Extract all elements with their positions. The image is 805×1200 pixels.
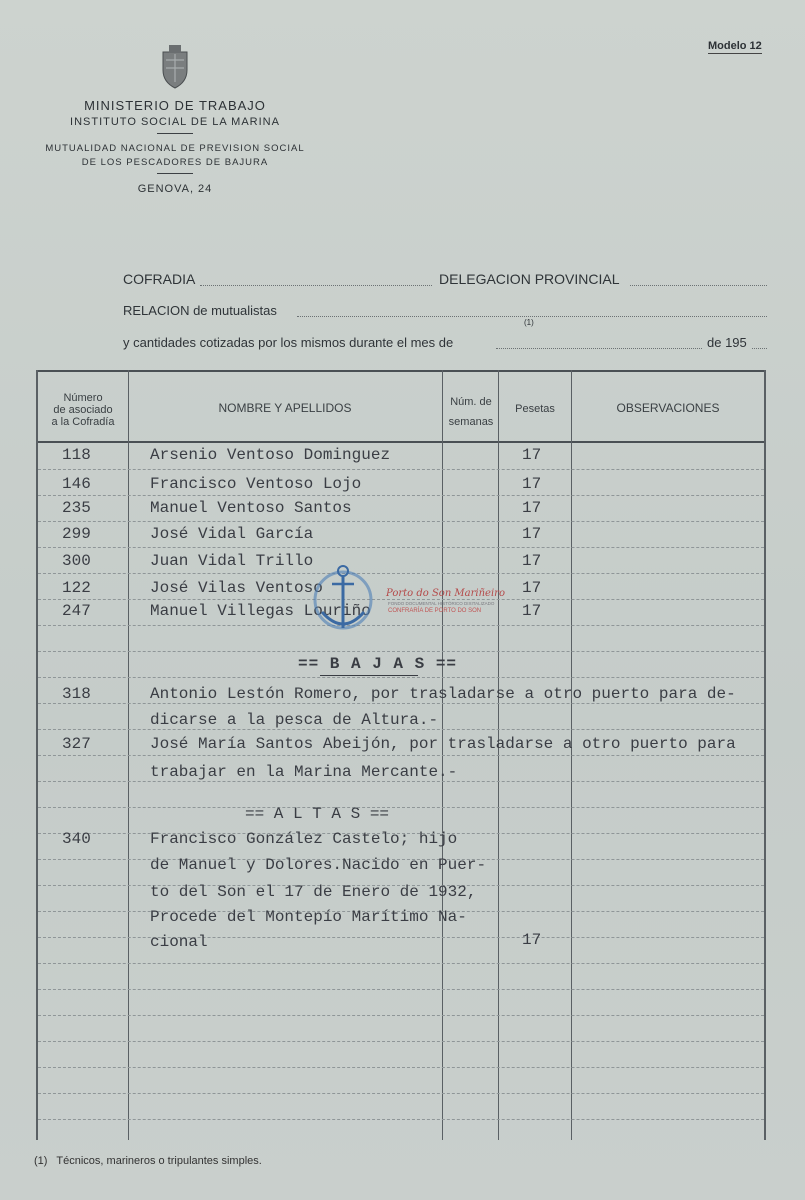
member-name: Juan Vidal Trillo bbox=[150, 552, 314, 570]
cofradia-field[interactable] bbox=[200, 285, 432, 286]
member-pesetas: 17 bbox=[522, 552, 542, 570]
row-line bbox=[38, 937, 764, 938]
row-line bbox=[38, 963, 764, 964]
row-line bbox=[38, 1067, 764, 1068]
delegacion-label: DELEGACION PROVINCIAL bbox=[439, 271, 620, 287]
relacion-label: RELACION de mutualistas bbox=[123, 303, 277, 318]
stamp-sub1: FONDO DOCUMENTAL HISTÓRICO DIXITALIZADO bbox=[388, 601, 495, 606]
row-line bbox=[38, 755, 764, 756]
altas-title: == A L T A S == bbox=[245, 805, 390, 823]
table-right-border bbox=[764, 370, 766, 1140]
member-name: Arsenio Ventoso Dominguez bbox=[150, 446, 391, 464]
table-top-border bbox=[36, 370, 766, 372]
baja-line: trabajar en la Marina Mercante.- bbox=[150, 763, 458, 781]
footnote-ref: (1) bbox=[524, 318, 534, 327]
archive-stamp bbox=[310, 558, 505, 640]
col-header-pesetas: Pesetas bbox=[515, 403, 555, 415]
member-number: 146 bbox=[62, 475, 91, 493]
row-line bbox=[38, 1093, 764, 1094]
year-field[interactable] bbox=[752, 348, 767, 349]
alta-line: cional bbox=[150, 933, 208, 951]
baja-line: Antonio Lestón Romero, por trasladarse a otro puerto para de- bbox=[150, 685, 736, 703]
row-line bbox=[38, 1041, 764, 1042]
col-header-numero: Número de asociado a la Cofradía bbox=[51, 392, 115, 428]
baja-number: 327 bbox=[62, 735, 91, 753]
cofradia-label: COFRADIA bbox=[123, 271, 196, 287]
alta-line: Procede del Montepío Marítimo Na- bbox=[150, 908, 467, 926]
member-name: Francisco Ventoso Lojo bbox=[150, 475, 362, 493]
member-number: 122 bbox=[62, 579, 91, 597]
ministry-title: MINISTERIO DE TRABAJO bbox=[84, 98, 266, 113]
alta-line: de Manuel y Dolores.Nacido en Puer- bbox=[150, 856, 487, 874]
stamp-title: Porto do Son Mariñeiro bbox=[386, 588, 505, 599]
row-line bbox=[38, 469, 764, 470]
member-pesetas: 17 bbox=[522, 475, 542, 493]
alta-line: Francisco González Castelo; hijo bbox=[150, 830, 458, 848]
member-number: 118 bbox=[62, 446, 91, 464]
model-label: Modelo 12 bbox=[708, 40, 762, 52]
delegacion-field[interactable] bbox=[630, 285, 767, 286]
year-label: de 195 bbox=[707, 335, 747, 350]
col-header-nombre: NOMBRE Y APELLIDOS bbox=[218, 401, 352, 415]
alta-number: 340 bbox=[62, 830, 91, 848]
alta-pesetas: 17 bbox=[522, 931, 542, 949]
bajas-underline bbox=[320, 675, 418, 676]
bajas-title: == B A J A S == bbox=[298, 655, 458, 673]
row-line bbox=[38, 521, 764, 522]
member-name: Manuel Villegas Louriño bbox=[150, 602, 371, 620]
row-line bbox=[38, 651, 764, 652]
row-line bbox=[38, 807, 764, 808]
member-name: Manuel Ventoso Santos bbox=[150, 499, 352, 517]
member-pesetas: 17 bbox=[522, 525, 542, 543]
baja-line: José María Santos Abeijón, por trasladarse a otro puerto para bbox=[150, 735, 736, 753]
anchor-icon bbox=[310, 558, 376, 640]
member-name: José Vilas Ventoso bbox=[150, 579, 323, 597]
stamp-sub2: CONFRARÍA DE PORTO DO SON bbox=[388, 608, 482, 614]
member-name: José Vidal García bbox=[150, 525, 314, 543]
cantidades-label: y cantidades cotizadas por los mismos durante el mes de bbox=[123, 335, 454, 350]
member-number: 247 bbox=[62, 602, 91, 620]
table-header-border bbox=[36, 441, 766, 443]
member-pesetas: 17 bbox=[522, 446, 542, 464]
row-line bbox=[38, 729, 764, 730]
institute-title: INSTITUTO SOCIAL DE LA MARINA bbox=[70, 116, 280, 128]
alta-line: to del Son el 17 de Enero de 1932, bbox=[150, 883, 477, 901]
row-line bbox=[38, 989, 764, 990]
baja-line: dicarse a la pesca de Altura.- bbox=[150, 711, 439, 729]
relacion-field[interactable] bbox=[297, 316, 767, 317]
row-line bbox=[38, 1119, 764, 1120]
row-line bbox=[38, 781, 764, 782]
address: GENOVA, 24 bbox=[137, 183, 213, 195]
member-number: 299 bbox=[62, 525, 91, 543]
header-divider bbox=[157, 173, 193, 174]
footnote: (1) Técnicos, marineros o tripulantes simples. bbox=[34, 1155, 262, 1167]
member-pesetas: 17 bbox=[522, 602, 542, 620]
member-pesetas: 17 bbox=[522, 499, 542, 517]
baja-number: 318 bbox=[62, 685, 91, 703]
month-field[interactable] bbox=[496, 348, 702, 349]
member-pesetas: 17 bbox=[522, 579, 542, 597]
row-line bbox=[38, 1015, 764, 1016]
mutual-line-1: MUTUALIDAD NACIONAL DE PREVISION SOCIAL bbox=[45, 143, 305, 154]
coat-of-arms-icon bbox=[158, 42, 192, 90]
header-divider bbox=[157, 133, 193, 134]
mutual-line-2: DE LOS PESCADORES DE BAJURA bbox=[81, 157, 269, 168]
member-number: 300 bbox=[62, 552, 91, 570]
member-number: 235 bbox=[62, 499, 91, 517]
col-header-observaciones: OBSERVACIONES bbox=[616, 401, 720, 415]
row-line bbox=[38, 547, 764, 548]
row-line bbox=[38, 677, 764, 678]
col-header-semanas: Núm. de semanas bbox=[448, 396, 494, 428]
row-line bbox=[38, 703, 764, 704]
row-line bbox=[38, 495, 764, 496]
